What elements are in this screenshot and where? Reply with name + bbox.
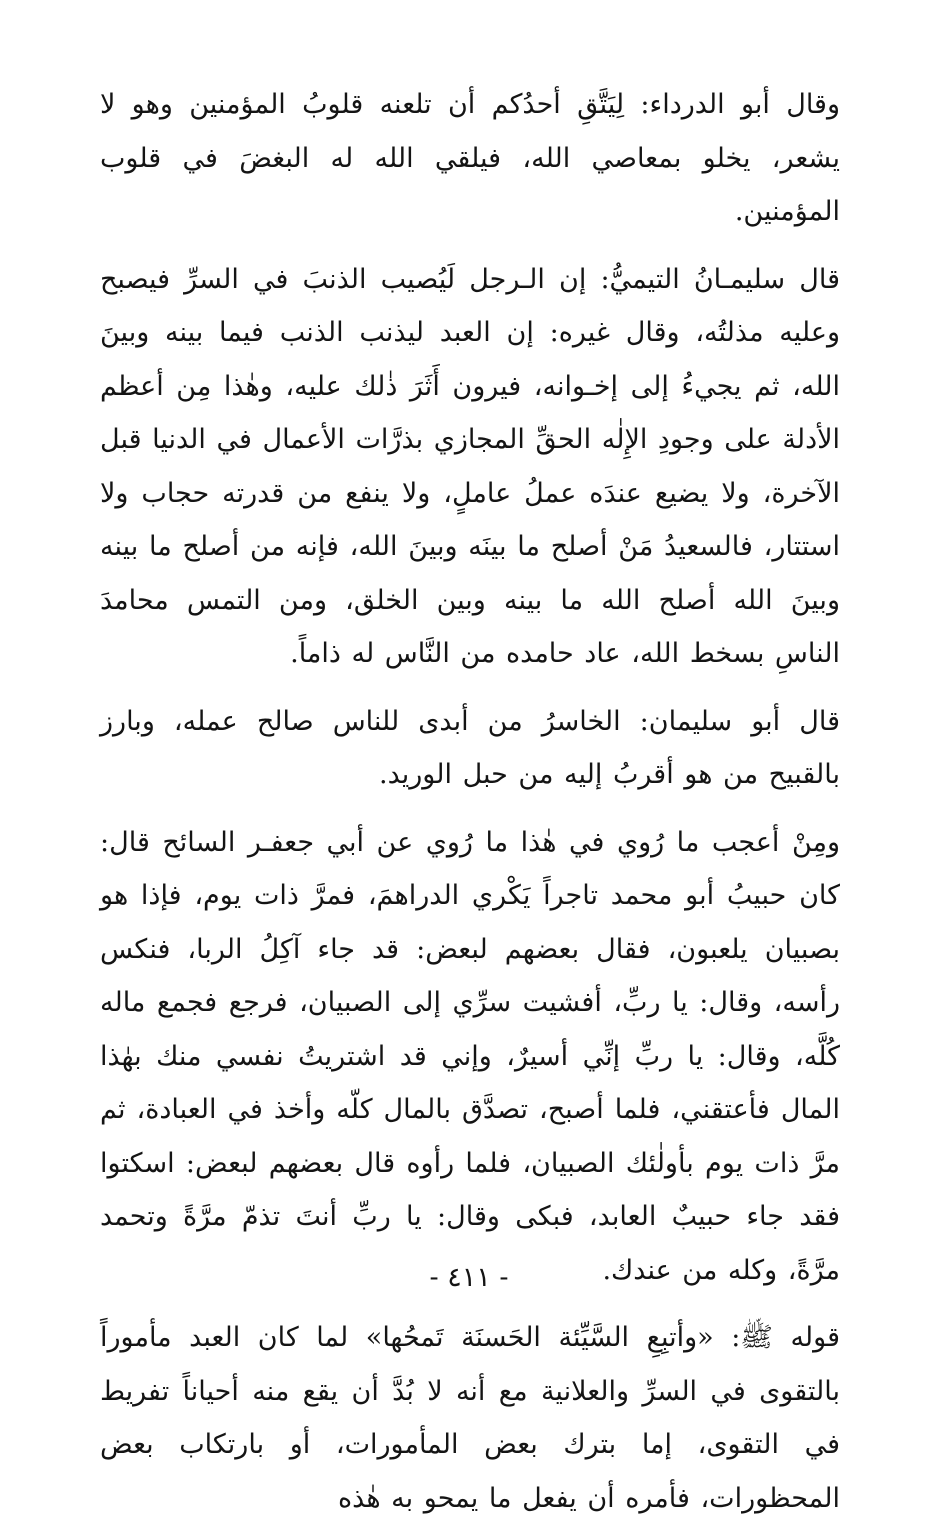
page-number: - ٤١١ -: [429, 1262, 509, 1293]
paragraph-abu-darda: وقال أبو الدرداء: لِيَتَّقِ أحدُكم أن تلعنه قلوبُ المؤمنين وهو لا يشعر، يخلو بمعاصي الله، فيلقي الله له البغضَ في قلوب المؤمنين.: [100, 89, 840, 227]
paragraph-abu-sulayman: قال أبو سليمان: الخاسرُ من أبدى للناس صالح عمله، وبارز بالقبيح من هو أقربُ إليه من حبل الوريد.: [100, 705, 840, 790]
paragraph-sulayman-taymi: قال سليمـانُ التيميُّ: إن الـرجل لَيُصيب الذنبَ في السرِّ فيصبح وعليه مذلتُه، وقال غيره: إن العبد ليذنب الذنب فيما بينه وبينَ الله، ثم يجيءُ إلى إخـوانه، فيرون أَثَرَ ذٰلك عليه، وهٰذا مِن أعظم الأدلة على وجودِ الإِلٰه الحقِّ المجازي بذرَّات الأعمال في الدنيا قبل الآخرة، ولا يضيع عندَه عملُ عاملٍ، ولا ينفع من قدرته حجاب ولا استتار، فالسعيدُ مَنْ أصلح ما بينَه وبينَ الله، فإنه من أصلح ما بينه وبينَ الله أصلح الله ما بينه وبين الخلق، ومن التمس محامدَ الناسِ بسخط الله، عاد حامده من النَّاس له ذاماً.: [100, 263, 840, 669]
page-body: [100, 78, 840, 1539]
paragraph-habib-story: ومِنْ أعجب ما رُوي في هٰذا ما رُوي عن أبي جعفـر السائح قال: كان حبيبُ أبو محمد تاجراً يَكْري الدراهمَ، فمرَّ ذات يوم، فإذا هو بصبيان يلعبون، فقال بعضهم لبعض: قد جاء آكِلُ الربا، فنكس رأسه، وقال: يا ربِّ، أفشيت سرِّي إلى الصبيان، فرجع فجمع ماله كُلَّه، وقال: يا ربِّ إنِّي أسيرٌ، وإني قد اشتريتُ نفسي منك بهٰذا المال فأعتقني، فلما أصبح، تصدَّق بالمال كلّه وأخذ في العبادة، ثم مرَّ ذات يوم بأولٰئك الصبيان، فلما رأوه قال بعضهم لبعض: اسكتوا فقد جاء حبيبٌ العابد، فبكى وقال: يا ربِّ أنتَ تذمّ مرَّةً وتحمد مرَّةً، وكله من عندك.: [100, 826, 840, 1286]
paragraph-hadith-commentary: قوله ﷺ: «وأتبِعِ السَّيِّئة الحَسنَة تَمحُها» لما كان العبد مأموراً بالتقوى في السرِّ والعلانية مع أنه لا بُدَّ أن يقع منه أحياناً تفريط في التقوى، إما بترك بعض المأمورات، أو بارتكاب بعض المحظورات، فأمره أن يفعل ما يمحو به هٰذه: [100, 1322, 840, 1514]
